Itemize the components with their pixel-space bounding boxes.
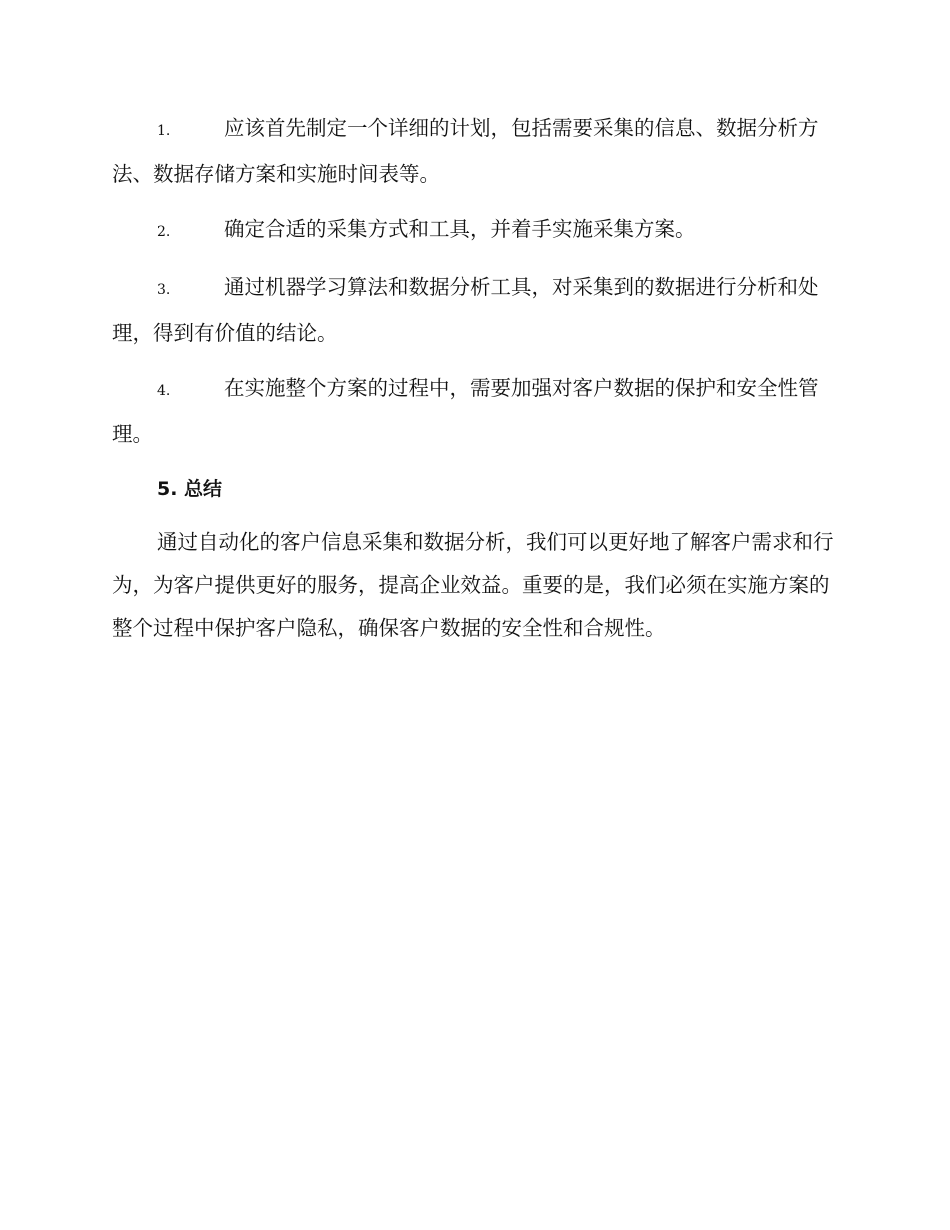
list-item — [112, 107, 834, 196]
list-item-text: 通过机器学习算法和数据分析工具，对采集到的数据进行分析和处理，得到有价值的结论。 — [112, 275, 819, 345]
document-page — [112, 107, 834, 650]
list-item — [112, 367, 834, 456]
section-heading: 5. 总结 — [157, 478, 223, 500]
list-item — [112, 266, 834, 355]
list-item-number: 4. — [157, 383, 171, 399]
list-item-text: 确定合适的采集方式和工具，并着手实施采集方案。 — [224, 217, 696, 241]
list-item-text: 在实施整个方案的过程中，需要加强对客户数据的保护和安全性管理。 — [112, 376, 819, 446]
list-item-number: 2. — [157, 224, 171, 240]
list-item-number: 3. — [157, 282, 171, 298]
list-item-number: 1. — [157, 123, 171, 139]
summary-paragraph: 通过自动化的客户信息采集和数据分析，我们可以更好地了解客户需求和行为，为客户提供更好的服务，提高企业效益。重要的是，我们必须在实施方案的整个过程中保护客户隐私，确保客户数据的安全性和合规性。 — [112, 530, 834, 640]
list-item — [112, 208, 834, 254]
list-item-text: 应该首先制定一个详细的计划，包括需要采集的信息、数据分析方法、数据存储方案和实施时间表等。 — [112, 116, 819, 186]
